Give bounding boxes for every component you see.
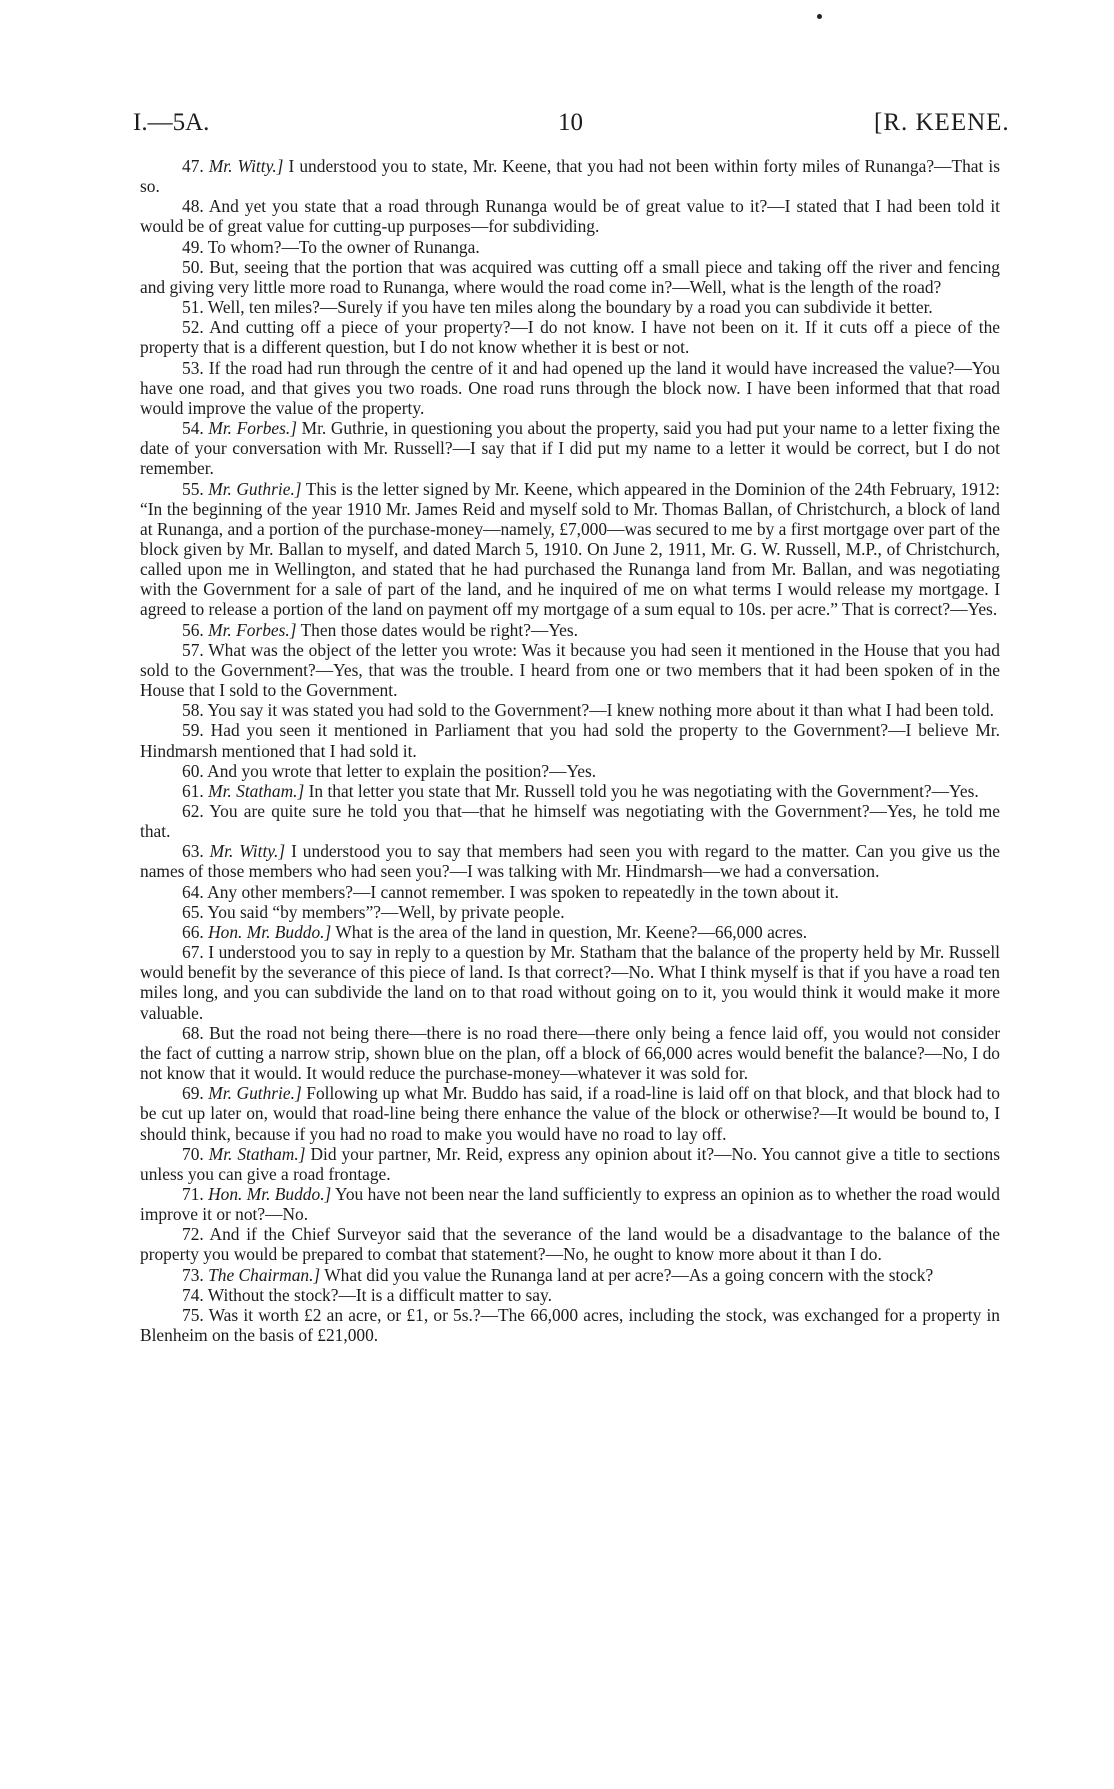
question-number: 70.	[182, 1143, 204, 1164]
question-paragraph	[140, 479, 1000, 620]
speaker-name: Mr. Forbes.]	[208, 619, 297, 640]
question-number: 48.	[182, 196, 204, 217]
question-paragraph	[140, 156, 1000, 196]
question-text: But, seeing that the portion that was acquired was cutting off a small piece and taking off the river and fencing and giving very little more road to Runanga, where would the road come in?—Well, what is the length of the road?	[140, 256, 1000, 297]
question-text: You have not been near the land sufficiently to express an opinion as to whether the road would improve it or not?—No.	[140, 1183, 1000, 1225]
speaker-name: Mr. Statham.]	[208, 1143, 306, 1164]
question-text: In that letter you state that Mr. Russell told you he was negotiating with the Government?—Yes.	[308, 780, 979, 801]
speaker-name: Mr. Guthrie.]	[208, 1083, 302, 1104]
question-text: To whom?—To the owner of Runanga.	[207, 236, 480, 257]
speaker-name: Mr. Witty.]	[208, 156, 284, 176]
question-text: And cutting off a piece of your property?—I do not know. I have not been on it. If it cuts off a piece of the property that is a different question, but I do not know whether it is best or not.	[140, 317, 1000, 358]
speaker-name: Mr. Guthrie.]	[208, 478, 302, 499]
question-number: 47.	[182, 156, 204, 176]
question-paragraph	[140, 1265, 1000, 1285]
question-paragraph	[140, 297, 1000, 317]
question-paragraph	[140, 882, 1000, 902]
question-number: 55.	[182, 478, 204, 499]
question-paragraph	[140, 1023, 1000, 1083]
question-paragraph	[140, 1184, 1000, 1224]
speaker-name: Mr. Witty.]	[209, 841, 286, 862]
question-text: Did your partner, Mr. Reid, express any opinion about it?—No. You cannot give a title to sections unless you can give a road frontage.	[140, 1143, 1000, 1184]
minutes-of-evidence-body	[140, 156, 1000, 1345]
speaker-name: The Chairman.]	[208, 1264, 321, 1285]
question-paragraph	[140, 418, 1000, 478]
question-number: 64.	[182, 881, 204, 902]
question-text: Then those dates would be right?—Yes.	[300, 619, 578, 640]
question-number: 63.	[182, 841, 204, 862]
question-text: Was it worth £2 an acre, or £1, or 5s.?—The 66,000 acres, including the stock, was exchanged for a property in Blenheim on the basis of £21,000.	[140, 1304, 1000, 1346]
question-text: And if the Chief Surveyor said that the severance of the land would be a disadvantage to the balance of the property you would be prepared to combat that statement?—No, he ought to know more about it than I do.	[140, 1224, 1000, 1265]
question-number: 65.	[182, 901, 204, 922]
question-number: 53.	[182, 357, 204, 378]
question-paragraph	[140, 1083, 1000, 1143]
question-text: Well, ten miles?—Surely if you have ten miles along the boundary by a road you can subdivide it better.	[207, 297, 933, 318]
header-witness-name: [R. KEENE.	[874, 109, 1010, 136]
header-paper-reference: I.—5A.	[133, 109, 210, 136]
question-paragraph	[140, 317, 1000, 357]
question-paragraph	[140, 620, 1000, 640]
question-paragraph	[140, 942, 1000, 1023]
question-paragraph	[140, 1224, 1000, 1264]
question-paragraph	[140, 237, 1000, 257]
question-paragraph	[140, 1144, 1000, 1184]
question-text: And you wrote that letter to explain the position?—Yes.	[207, 760, 597, 781]
speaker-name: Hon. Mr. Buddo.]	[208, 921, 332, 942]
question-paragraph	[140, 922, 1000, 942]
question-text: You say it was stated you had sold to the Government?—I knew nothing more about it than what I had been told.	[207, 700, 994, 721]
question-number: 57.	[182, 639, 204, 660]
question-text: Had you seen it mentioned in Parliament that you had sold the property to the Government?—I believe Mr. Hindmarsh mentioned that I had sold it.	[140, 720, 1000, 761]
question-paragraph	[140, 902, 1000, 922]
question-number: 68.	[182, 1022, 204, 1043]
question-paragraph	[140, 781, 1000, 801]
question-paragraph	[140, 1285, 1000, 1305]
speaker-name: Mr. Statham.]	[208, 780, 305, 801]
question-paragraph	[140, 761, 1000, 781]
question-paragraph	[140, 700, 1000, 720]
question-text: You are quite sure he told you that—that he himself was negotiating with the Government?—Yes, he told me that.	[140, 801, 1001, 842]
question-text: Any other members?—I cannot remember. I was spoken to repeatedly in the town about it.	[207, 881, 839, 902]
question-text: What is the area of the land in question, Mr. Keene?—66,000 acres.	[335, 921, 808, 942]
speaker-name: Hon. Mr. Buddo.]	[208, 1183, 332, 1204]
question-text: What did you value the Runanga land at per acre?—As a going concern with the stock?	[324, 1264, 934, 1285]
question-text: What was the object of the letter you wrote: Was it because you had seen it mentioned in the House that you had sold to the Government?—Yes, that was the trouble. I heard from one or two members that it had been spoken of in the House that I sold to the Government.	[140, 639, 1000, 701]
question-paragraph	[140, 720, 1000, 760]
question-number: 60.	[182, 760, 204, 781]
question-number: 58.	[182, 700, 204, 721]
question-text: This is the letter signed by Mr. Keene, which appeared in the Dominion of the 24th February, 1912: “In the beginning of the year 1910 Mr. James Reid and myself sold to Mr. Thomas Ballan, of Christchurch, a block of land at Runanga, and a portion of the purchase-money—namely, £7,000—was secured to me by a first mortgage over part of the block given by Mr. Ballan to myself, and dated March 5, 1910. On June 2, 1911, Mr. G. W. Russell, M.P., of Christchurch, called upon me in Wellington, and stated that he had purchased the Runanga land from Mr. Ballan, and was negotiating with the Government for a sale of part of the land, and he inquired of me on what terms I would release my mortgage. I agreed to release a portion of the land on payment off my mortgage of a sum equal to 10s. per acre.” That is correct?—Yes.	[140, 478, 1000, 620]
question-number: 54.	[182, 418, 204, 439]
question-paragraph	[140, 841, 1000, 881]
question-number: 51.	[182, 297, 204, 318]
question-number: 73.	[182, 1264, 204, 1285]
question-paragraph	[140, 196, 1000, 236]
question-number: 75.	[182, 1304, 204, 1325]
question-number: 56.	[182, 619, 204, 640]
question-paragraph	[140, 257, 1000, 297]
question-text: And yet you state that a road through Runanga would be of great value to it?—I stated that I had been told it would be of great value for cutting-up purposes—for subdividing.	[140, 196, 1000, 237]
question-text: I understood you to state, Mr. Keene, that you had not been within forty miles of Runanga?—That is so.	[140, 156, 1000, 197]
question-text: If the road had run through the centre of it and had opened up the land it would have increased the value?—You have one road, and that gives you two roads. One road runs through the block now. I have been informed that that road would improve the value of the property.	[140, 357, 1000, 418]
question-text: Following up what Mr. Buddo has said, if a road-line is laid off on that block, and that block had to be cut up later on, would that road-line being there enhance the value of the block or otherwise?—It would be bound to, I should think, because if you had no road to make you would have no road to lay off.	[140, 1083, 1000, 1144]
question-number: 72.	[182, 1224, 204, 1245]
question-number: 50.	[182, 256, 204, 277]
question-text: Mr. Guthrie, in questioning you about the property, said you had put your name to a letter fixing the date of your conversation with Mr. Russell?—I say that if I did put my name to a letter it would be correct, but I do not remember.	[140, 418, 1000, 479]
question-number: 62.	[182, 801, 204, 821]
question-paragraph	[140, 801, 1000, 841]
question-text: But the road not being there—there is no road there—there only being a fence laid off, you would not consider the fact of cutting a narrow strip, shown blue on the plan, off a block of 66,000 acres would benefit the balance?—No, I do not know that it would. It would reduce the purchase-money—whatever it was sold for.	[140, 1022, 1000, 1084]
question-number: 74.	[182, 1284, 204, 1305]
question-paragraph	[140, 640, 1000, 700]
question-number: 59.	[182, 720, 204, 741]
question-text: Without the stock?—It is a difficult matter to say.	[207, 1284, 552, 1305]
question-number: 49.	[182, 236, 204, 257]
question-number: 69.	[182, 1083, 204, 1104]
speaker-name: Mr. Forbes.]	[208, 418, 298, 439]
question-number: 71.	[182, 1183, 204, 1204]
question-number: 61.	[182, 780, 204, 801]
question-number: 67.	[182, 942, 204, 963]
question-number: 52.	[182, 317, 204, 338]
question-text: You said “by members”?—Well, by private people.	[207, 901, 565, 922]
question-paragraph	[140, 358, 1000, 418]
question-number: 66.	[182, 921, 204, 942]
question-text: I understood you to say in reply to a question by Mr. Statham that the balance of the property held by Mr. Russell would benefit by the severance of this piece of land. Is that correct?—No. What I think myself is that if you have a road ten miles long, and you can subdivide the land on to that road without going on to it, you would think it would make it more valuable.	[140, 942, 1000, 1023]
question-paragraph	[140, 1305, 1000, 1345]
header-page-number: 10	[558, 109, 583, 136]
ink-dot	[817, 14, 822, 19]
question-text: I understood you to say that members had seen you with regard to the matter. Can you give us the names of those members who had seen you?—I was talking with Mr. Hindmarsh—we had a conversation.	[140, 841, 1000, 882]
